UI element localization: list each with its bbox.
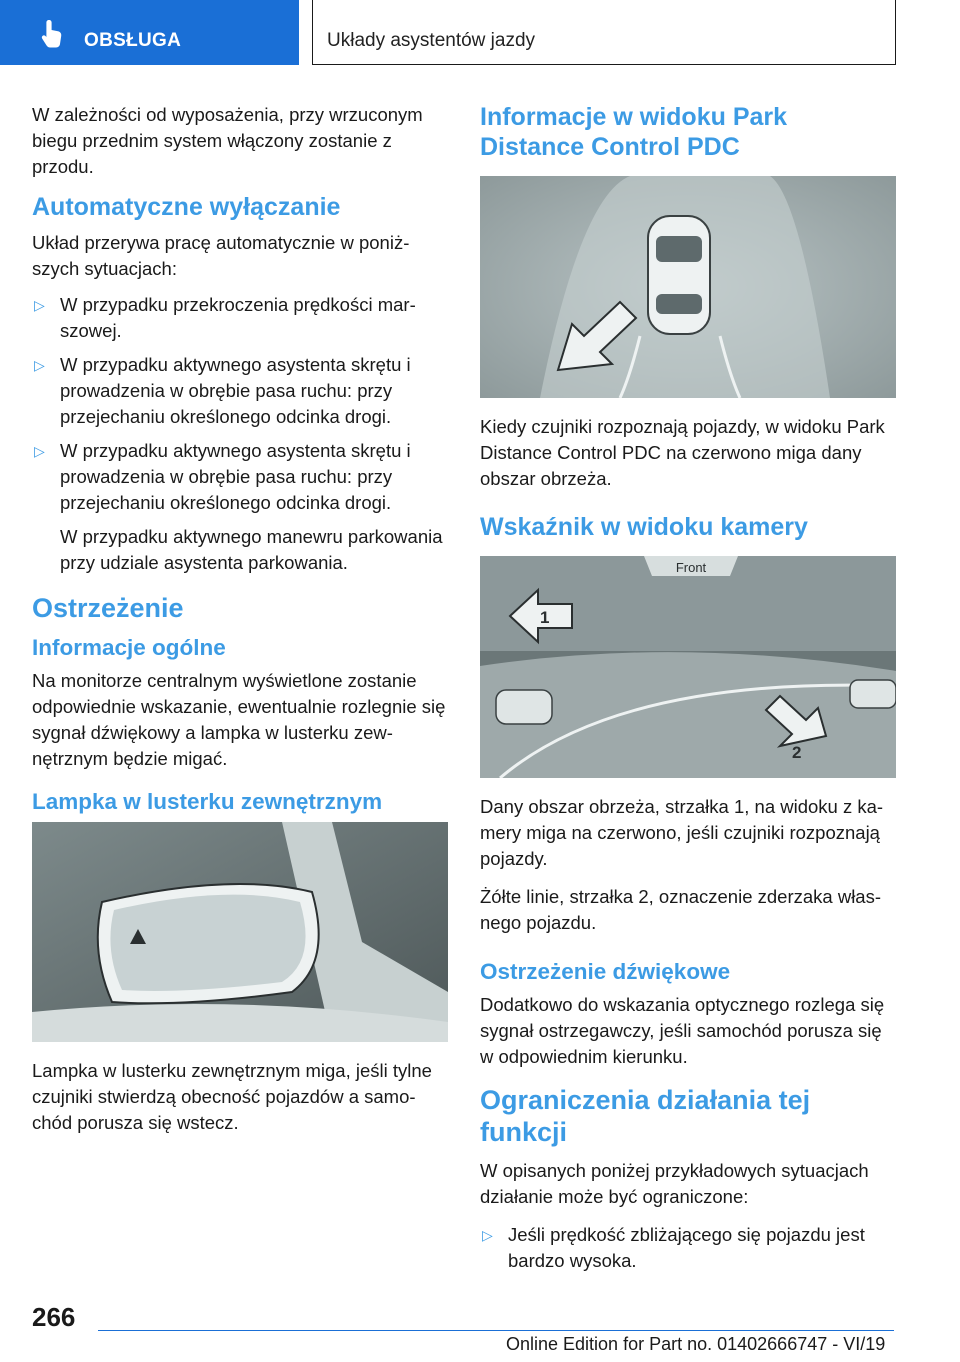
chapter-title-box — [312, 0, 896, 65]
triangle-bullet-icon: ▷ — [482, 1227, 493, 1243]
edition-footer: Online Edition for Part no. 01402666747 - VI/19 — [506, 1334, 886, 1354]
footer-divider — [98, 1330, 894, 1331]
right-column — [480, 102, 896, 1282]
triangle-bullet-icon: ▷ — [34, 297, 45, 313]
general-text: Na monitorze centralnym wyświetlone zostanie odpowiednie wskazanie, ewentualnie rozlegnie się sygnał dźwiękowy a lampka w lusterku zewnętrznym będzie migać. — [32, 670, 446, 769]
list-item: ▷ Jeśli prędkość zbliżającego się pojazdu jest bardzo wysoka. — [482, 1224, 865, 1271]
acoustic-heading: Ostrzeżenie dźwiękowe — [480, 959, 731, 984]
intro-paragraph: W zależności od wyposażenia, przy wrzuconym biegu przednim system włączony zostanie z przodu. — [32, 104, 423, 177]
camera-heading: Wskaźnik w widoku kamery — [480, 513, 808, 541]
limits-list — [480, 1222, 896, 1274]
triangle-bullet-icon: ▷ — [34, 443, 45, 459]
left-column — [32, 102, 448, 1148]
limits-text: W opisanych poniżej przykładowych sytuacjach działanie może być ograniczone: — [480, 1160, 869, 1207]
warning-heading: Ostrzeżenie — [32, 593, 184, 623]
acoustic-text: Dodatkowo do wskazania optycznego rozlega się sygnał ostrzegawczy, jeśli samochód porusza się w odpowiednim kierunku. — [480, 994, 885, 1067]
arrow-1-label: 1 — [540, 608, 550, 627]
pdc-heading: Informacje w widoku Park Distance Control PDC — [480, 103, 788, 161]
pdc-text: Kiedy czujniki rozpoznają pojazdy, w widoku Park Distance Control PDC na czerwono miga dany obszar obrzeża. — [480, 416, 885, 489]
section-tab — [0, 0, 299, 65]
arrow-2-label: 2 — [792, 743, 802, 762]
camera-text-1: Dany obszar obrzeża, strzałka 1, na widoku z kamery miga na czerwono, jeśli czujniki rozpoznają pojazdy. — [480, 796, 884, 869]
auto-off-text: Układ przerywa pracę automatycznie w poniższych sytuacjach: — [32, 232, 410, 279]
triangle-bullet-icon: ▷ — [34, 357, 45, 373]
list-item: ▷ W przypadku aktywnego asystenta skrętu i prowadzenia w obrębie pasa ruchu: przy przejechaniu określonego odcinka drogi. — [34, 440, 411, 513]
front-label: Front — [675, 560, 707, 575]
general-heading: Informacje ogólne — [32, 635, 226, 660]
page-number: 266 — [32, 1302, 76, 1332]
section-label: OBSŁUGA — [84, 30, 182, 51]
mirror-illustration — [32, 822, 448, 1042]
limits-heading: Ograniczenia działania tej funkcji — [480, 1085, 811, 1147]
camera-illustration — [480, 556, 896, 778]
pdc-illustration — [480, 176, 896, 398]
list-item: ▷ W przypadku aktywnego asystenta skrętu i prowadzenia w obrębie pasa ruchu: przy przejechaniu określonego odcinka drogi. — [34, 354, 411, 427]
auto-off-heading: Automatyczne wyłączanie — [32, 193, 341, 221]
camera-text-2: Żółte linie, strzałka 2, oznaczenie zderzaka własnego pojazdu. — [480, 886, 882, 933]
hand-pointer-icon — [38, 18, 66, 50]
list-item: ▷ W przypadku przekroczenia prędkości marszowej. — [34, 294, 416, 341]
mirror-text: Lampka w lusterku zewnętrznym miga, jeśli tylne czujniki stwierdzą obecność pojazdów a samochód porusza się wstecz. — [32, 1060, 432, 1133]
auto-off-extra: W przypadku aktywnego manewru parkowania przy udziale asystenta parkowania. — [60, 526, 443, 573]
mirror-heading: Lampka w lusterku zewnętrznym — [32, 789, 383, 814]
auto-off-list — [32, 292, 448, 516]
chapter-title: Układy asystentów jazdy — [327, 30, 536, 51]
